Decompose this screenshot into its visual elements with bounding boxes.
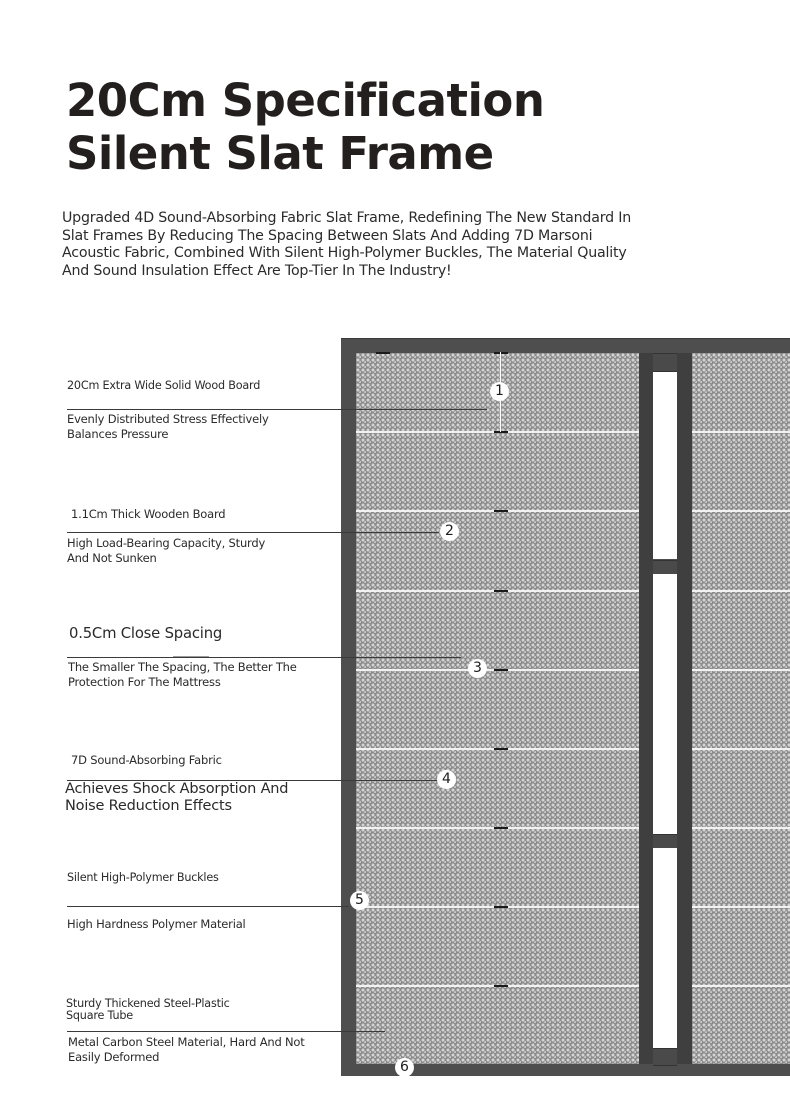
center-gap — [653, 848, 677, 1048]
feature-5-leader — [67, 906, 349, 907]
feature-6-desc: Metal Carbon Steel Material, Hard And Not Easily Deformed — [68, 1035, 305, 1064]
page-title — [66, 74, 544, 180]
center-gap — [653, 574, 677, 834]
buckle-tick — [494, 906, 508, 908]
center-crossbar — [653, 834, 677, 849]
feature-6-marker: 6 — [395, 1058, 414, 1077]
center-crossbar — [653, 560, 677, 575]
feature-3-leader — [67, 657, 461, 658]
feature-3-marker: 3 — [468, 659, 487, 678]
feature-4-desc: Achieves Shock Absorption And Noise Reduction Effects — [65, 781, 289, 814]
feature-3-title: 0.5Cm Close Spacing — [69, 625, 223, 642]
intro-paragraph: Upgraded 4D Sound-Absorbing Fabric Slat Frame, Redefining The New Standard In Slat Frames By Reducing The Spacing Between Slats And Adding 7D Marsoni Acoustic Fabric, Combined With Silent High-Polymer Buckles, The Material Quality And Sound Insulation Effect Are Top-Tier In The Industry! — [62, 210, 632, 279]
feature-1-title: 20Cm Extra Wide Solid Wood Board — [67, 379, 261, 392]
buckle-tick — [494, 590, 508, 592]
feature-2-desc: High Load-Bearing Capacity, Sturdy And Not Sunken — [67, 536, 266, 565]
feature-3-desc: The Smaller The Spacing, The Better The Protection For The Mattress — [68, 660, 297, 689]
buckle-tick — [494, 352, 508, 354]
buckle-tick — [376, 352, 390, 354]
feature-1-desc: Evenly Distributed Stress Effectively Balances Pressure — [67, 412, 269, 441]
slat-seam — [692, 827, 790, 829]
feature-5-title: Silent High-Polymer Buckles — [67, 871, 219, 884]
buckle-tick — [494, 669, 508, 671]
slat-seam — [692, 510, 790, 512]
center-gap — [653, 371, 677, 559]
title-line-2: Silent Slat Frame — [66, 127, 494, 180]
slat-seam — [692, 669, 790, 671]
feature-5-marker: 5 — [350, 891, 369, 910]
slat-frame-illustration — [341, 338, 790, 1076]
feature-6-leader — [67, 1031, 385, 1032]
buckle-tick — [494, 510, 508, 512]
slat-seam — [692, 431, 790, 433]
center-rail-left — [639, 353, 653, 1064]
slat-seam — [692, 906, 790, 908]
title-line-1: 20Cm Specification — [66, 74, 545, 127]
slat-seam — [692, 748, 790, 750]
fabric-slats-right — [692, 353, 790, 1064]
feature-2-leader — [67, 532, 439, 533]
feature-1-leader — [67, 409, 487, 410]
center-rail-right — [677, 353, 692, 1064]
buckle-tick — [494, 827, 508, 829]
slat-seam — [692, 590, 790, 592]
slat-seam — [692, 985, 790, 987]
feature-4-title: 7D Sound-Absorbing Fabric — [71, 753, 222, 767]
buckle-tick — [494, 985, 508, 987]
center-crossbar — [653, 1048, 677, 1066]
feature-2-title: 1.1Cm Thick Wooden Board — [71, 507, 226, 521]
feature-1-marker: 1 — [490, 382, 509, 401]
fabric-slats-left — [356, 353, 639, 1064]
feature-6-title: Sturdy Thickened Steel-Plastic Square Tube — [66, 997, 230, 1022]
center-crossbar — [653, 353, 677, 372]
feature-2-marker: 2 — [440, 522, 459, 541]
feature-5-desc: High Hardness Polymer Material — [67, 917, 246, 931]
feature-4-marker: 4 — [437, 770, 456, 789]
buckle-tick — [494, 431, 508, 433]
buckle-tick — [494, 748, 508, 750]
